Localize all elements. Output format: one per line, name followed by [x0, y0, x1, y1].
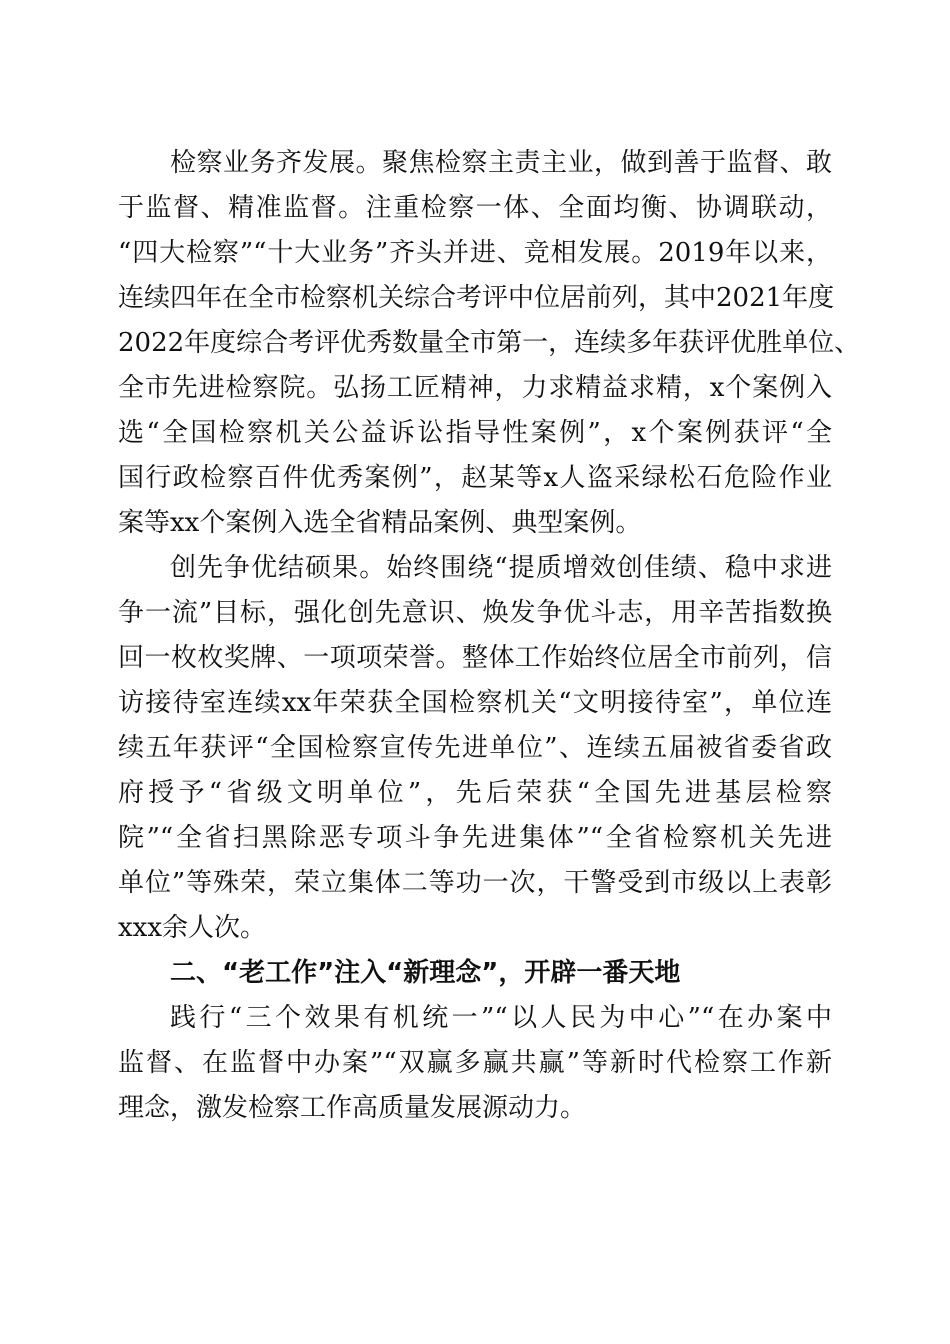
paragraph-1-line-1: 检察业务齐发展。聚焦检察主责主业，做到善于监督、敢 [170, 148, 832, 178]
section-heading: 二、“老工作”注入“新理念”，开辟一番天地 [170, 958, 681, 988]
paragraph-2-line-8: 单位”等殊荣，荣立集体二等功一次，干警受到市级以上表彰 [118, 868, 832, 898]
paragraph-2-line-4: 访接待室连续xx年荣获全国检察机关“文明接待室”，单位连 [118, 688, 832, 718]
paragraph-2-line-5: 续五年获评“全国检察宣传先进单位”、连续五届被省委省政 [118, 733, 832, 763]
paragraph-2-line-6: 府授予“省级文明单位”，先后荣获“全国先进基层检察 [118, 778, 832, 808]
paragraph-2-line-3: 回一枚枚奖牌、一项项荣誉。整体工作始终位居全市前列，信 [118, 643, 832, 673]
closing-paragraph-line-3: 理念，激发检察工作高质量发展源动力。 [118, 1093, 587, 1123]
paragraph-2-line-2: 争一流”目标，强化创先意识、焕发争优斗志，用辛苦指数换 [118, 598, 832, 628]
paragraph-1-line-4: 连续四年在全市检察机关综合考评中位居前列，其中2021年度 [118, 283, 835, 313]
closing-paragraph-line-2: 监督、在监督中办案”“双赢多赢共赢”等新时代检察工作新 [118, 1048, 832, 1078]
paragraph-1-line-9: 案等xx个案例入选全省精品案例、典型案例。 [118, 508, 642, 538]
paragraph-2-line-1: 创先争优结硕果。始终围绕“提质增效创佳绩、稳中求进 [170, 553, 832, 583]
paragraph-1-line-6: 全市先进检察院。弘扬工匠精神，力求精益求精，x个案例入 [118, 373, 832, 403]
paragraph-1-line-7: 选“全国检察机关公益诉讼指导性案例”，x个案例获评“全 [118, 418, 832, 448]
paragraph-1-line-2: 于监督、精准监督。注重检察一体、全面均衡、协调联动， [118, 193, 832, 223]
paragraph-2-line-9: xxx余人次。 [118, 913, 266, 943]
paragraph-2-line-7: 院”“全省扫黑除恶专项斗争先进集体”“全省检察机关先进 [118, 823, 832, 853]
paragraph-1-line-5: 2022年度综合考评优秀数量全市第一，连续多年获评优胜单位、 [118, 328, 861, 358]
closing-paragraph-line-1: 践行“三个效果有机统一”“以人民为中心”“在办案中 [170, 1003, 832, 1033]
paragraph-1-line-8: 国行政检察百件优秀案例”，赵某等x人盗采绿松石危险作业 [118, 463, 832, 493]
paragraph-1-line-3: “四大检察”“十大业务”齐头并进、竞相发展。2019年以来， [118, 238, 832, 268]
